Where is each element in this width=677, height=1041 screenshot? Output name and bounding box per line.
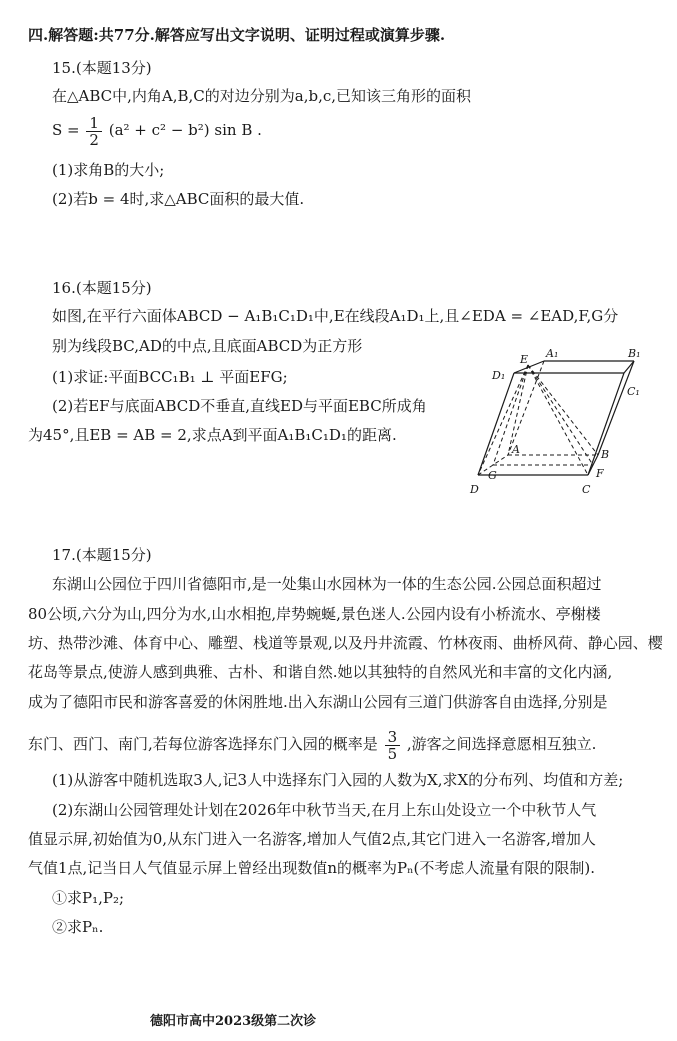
label-b: B xyxy=(601,448,610,461)
label-d1: D₁ xyxy=(492,369,506,382)
q15-formula-lhs: S = xyxy=(52,121,80,139)
q16-line1: 如图,在平行六面体ABCD − A₁B₁C₁D₁中,E在线段A₁D₁上,且∠EDA = ∠EAD,F,G分 xyxy=(52,307,619,325)
q17-p3: 坊、热带沙滩、体育中心、雕塑、栈道等景观,以及丹井流霞、竹林夜雨、曲桥风荷、静心园、樱 xyxy=(28,634,663,652)
q17-frac-den: 5 xyxy=(387,744,398,763)
label-a: A xyxy=(512,443,520,456)
q17-p6 xyxy=(28,727,596,762)
label-g: G xyxy=(488,469,497,482)
q17-p4: 花岛等景点,使游人感到典雅、古朴、和谐自然.她以其独特的自然风光和丰富的文化内涵, xyxy=(28,663,613,681)
q15-header: 15.(本题13分) xyxy=(52,59,152,77)
edge-b1c1 xyxy=(624,361,634,373)
section-title: 四.解答题:共77分.解答应写出文字说明、证明过程或演算步骤. xyxy=(28,26,446,44)
label-d: D xyxy=(470,483,479,496)
q17-sub1: ①求P₁,P₂; xyxy=(52,889,125,907)
q17-p6-pre: 东门、西门、南门,若每位游客选择东门入园的概率是 xyxy=(28,735,378,753)
label-b1: B₁ xyxy=(628,347,641,360)
q15-part1: (1)求角B的大小; xyxy=(52,161,165,179)
q17-sub2: ②求Pₙ. xyxy=(52,918,104,936)
q15-formula xyxy=(52,113,262,148)
q17-p2: 80公顷,六分为山,四分为水,山水相抱,岸势蜿蜒,景色迷人.公园内设有小桥流水、亭榭楼 xyxy=(28,605,601,623)
q15-frac-num: 1 xyxy=(86,115,102,132)
edge-d1d xyxy=(478,373,514,475)
q16-part2b: 为45°,且EB = AB = 2,求点A到平面A₁B₁C₁D₁的距离. xyxy=(28,426,397,444)
q17-frac-num: 3 xyxy=(385,729,401,746)
q16-part2a: (2)若EF与底面ABCD不垂直,直线ED与平面EBC所成角 xyxy=(52,397,427,415)
label-c1: C₁ xyxy=(627,385,640,398)
q17-fraction xyxy=(385,729,401,762)
label-f: F xyxy=(596,467,604,480)
q15-part2: (2)若b = 4时,求△ABC面积的最大值. xyxy=(52,190,305,208)
segment-ef xyxy=(528,365,593,465)
segment-ec xyxy=(528,365,588,475)
q16-header: 16.(本题15分) xyxy=(52,279,152,297)
q17-header: 17.(本题15分) xyxy=(52,546,152,564)
parallelepiped-figure xyxy=(464,345,644,500)
q16-line2: 别为线段BC,AD的中点,且底面ABCD为正方形 xyxy=(52,337,363,355)
q17-p6-post: ,游客之间选择意愿相互独立. xyxy=(406,735,597,753)
label-c: C xyxy=(582,483,591,496)
label-a1: A₁ xyxy=(546,347,559,360)
q16-part1: (1)求证:平面BCC₁B₁ ⊥ 平面EFG; xyxy=(52,368,288,386)
q15-line1: 在△ABC中,内角A,B,C的对边分别为a,b,c,已知该三角形的面积 xyxy=(52,87,472,105)
edge-b1b xyxy=(598,361,634,455)
q15-formula-rhs: (a² + c² − b²) sin B . xyxy=(108,121,262,139)
q15-fraction xyxy=(86,115,102,148)
label-e: E xyxy=(520,353,529,366)
q17-p5: 成为了德阳市民和游客喜爱的休闲胜地.出入东湖山公园有三道门供游客自由选择,分别是 xyxy=(28,693,608,711)
q15-frac-den: 2 xyxy=(89,130,99,149)
segment-eb xyxy=(528,365,598,455)
q17-part2a: (2)东湖山公园管理处计划在2026年中秋节当天,在月上东山处设立一个中秋节人气 xyxy=(52,801,597,819)
page-footer: 德阳市高中2023级第二次诊 xyxy=(150,1014,317,1029)
q17-p1: 东湖山公园位于四川省德阳市,是一处集山水园林为一体的生态公园.公园总面积超过 xyxy=(52,575,602,593)
q17-part2b: 值显示屏,初始值为0,从东门进入一名游客,增加人气值2点,其它门进入一名游客,增加人 xyxy=(28,830,596,848)
q17-part2c: 气值1点,记当日人气值显示屏上曾经出现数值n的概率为Pₙ(不考虑人流量有限的限制). xyxy=(28,859,596,877)
q17-part1: (1)从游客中随机选取3人,记3人中选择东门入园的人数为X,求X的分布列、均值和方差; xyxy=(52,771,624,789)
